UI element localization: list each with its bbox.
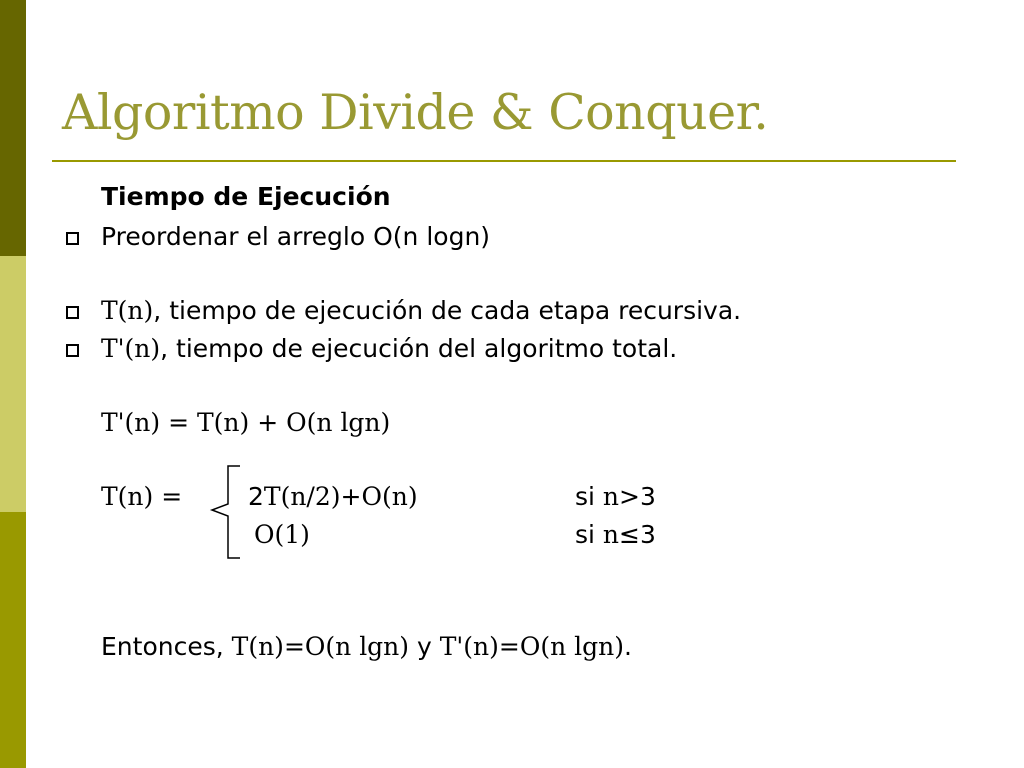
conclusion-t: T(n) xyxy=(231,632,284,661)
conclusion-end: . xyxy=(624,632,632,661)
case1-rest: >3 xyxy=(619,482,656,511)
bullet-square-icon xyxy=(66,344,79,357)
eq-lhs: T'(n) xyxy=(101,408,161,437)
conclusion-t2: T'(n) xyxy=(439,632,499,661)
case2-rest: ≤3 xyxy=(619,520,656,549)
title-divider xyxy=(52,160,956,162)
subheading: Tiempo de Ejecución xyxy=(101,182,391,211)
recurrence-lhs xyxy=(101,482,182,511)
bullet-preordenar: Preordenar el arreglo O(n logn) xyxy=(101,222,491,251)
side-bar-top xyxy=(0,0,26,256)
side-bar-middle xyxy=(0,256,26,512)
conclusion-eq2: = xyxy=(498,632,520,661)
case2-si: si xyxy=(575,520,603,549)
eq-t: T(n) xyxy=(197,408,250,437)
conclusion-o1: O(n lgn) xyxy=(304,632,410,661)
bullet-tprime xyxy=(101,334,677,363)
case1-si: si xyxy=(575,482,603,511)
bullet-tn xyxy=(101,296,741,325)
conclusion-prefix: Entonces, xyxy=(101,632,232,661)
eq-equals: = xyxy=(160,408,197,437)
equation-total xyxy=(101,408,390,437)
eq-plus: + xyxy=(249,408,287,437)
recurrence-case2 xyxy=(254,520,310,549)
recurrence-case2-condition xyxy=(575,520,656,549)
side-bar-bottom xyxy=(0,512,26,768)
slide-title: Algoritmo Divide & Conquer. xyxy=(62,84,769,141)
conclusion-eq1: = xyxy=(283,632,305,661)
bullet-square-icon xyxy=(66,306,79,319)
case1-n: n xyxy=(602,482,620,511)
conclusion-o2: O(n lgn) xyxy=(519,632,625,661)
case2-n: n xyxy=(602,520,620,549)
conclusion xyxy=(101,632,632,661)
left-brace-icon xyxy=(206,464,242,560)
bullet-tn-text: , tiempo de ejecución de cada etapa recursiva. xyxy=(153,296,742,325)
bullet-square-icon xyxy=(66,232,79,245)
eq-o: O(n lgn) xyxy=(286,408,391,437)
recurrence-case1 xyxy=(248,482,418,511)
rec-lhs: T(n) xyxy=(101,482,154,511)
case2-o: O(1) xyxy=(254,520,310,549)
conclusion-and: y xyxy=(409,632,440,661)
bullet-tprime-text: , tiempo de ejecución del algoritmo total. xyxy=(160,334,678,363)
rec-equals: = xyxy=(153,482,183,511)
case1-plus: + xyxy=(340,482,362,511)
recurrence-case1-condition xyxy=(575,482,656,511)
math-tn: T(n) xyxy=(101,296,154,325)
case1-coef: 2 xyxy=(248,482,264,511)
case1-o: O(n) xyxy=(361,482,418,511)
math-tprime: T'(n) xyxy=(101,334,161,363)
case1-t: T(n/2) xyxy=(263,482,341,511)
